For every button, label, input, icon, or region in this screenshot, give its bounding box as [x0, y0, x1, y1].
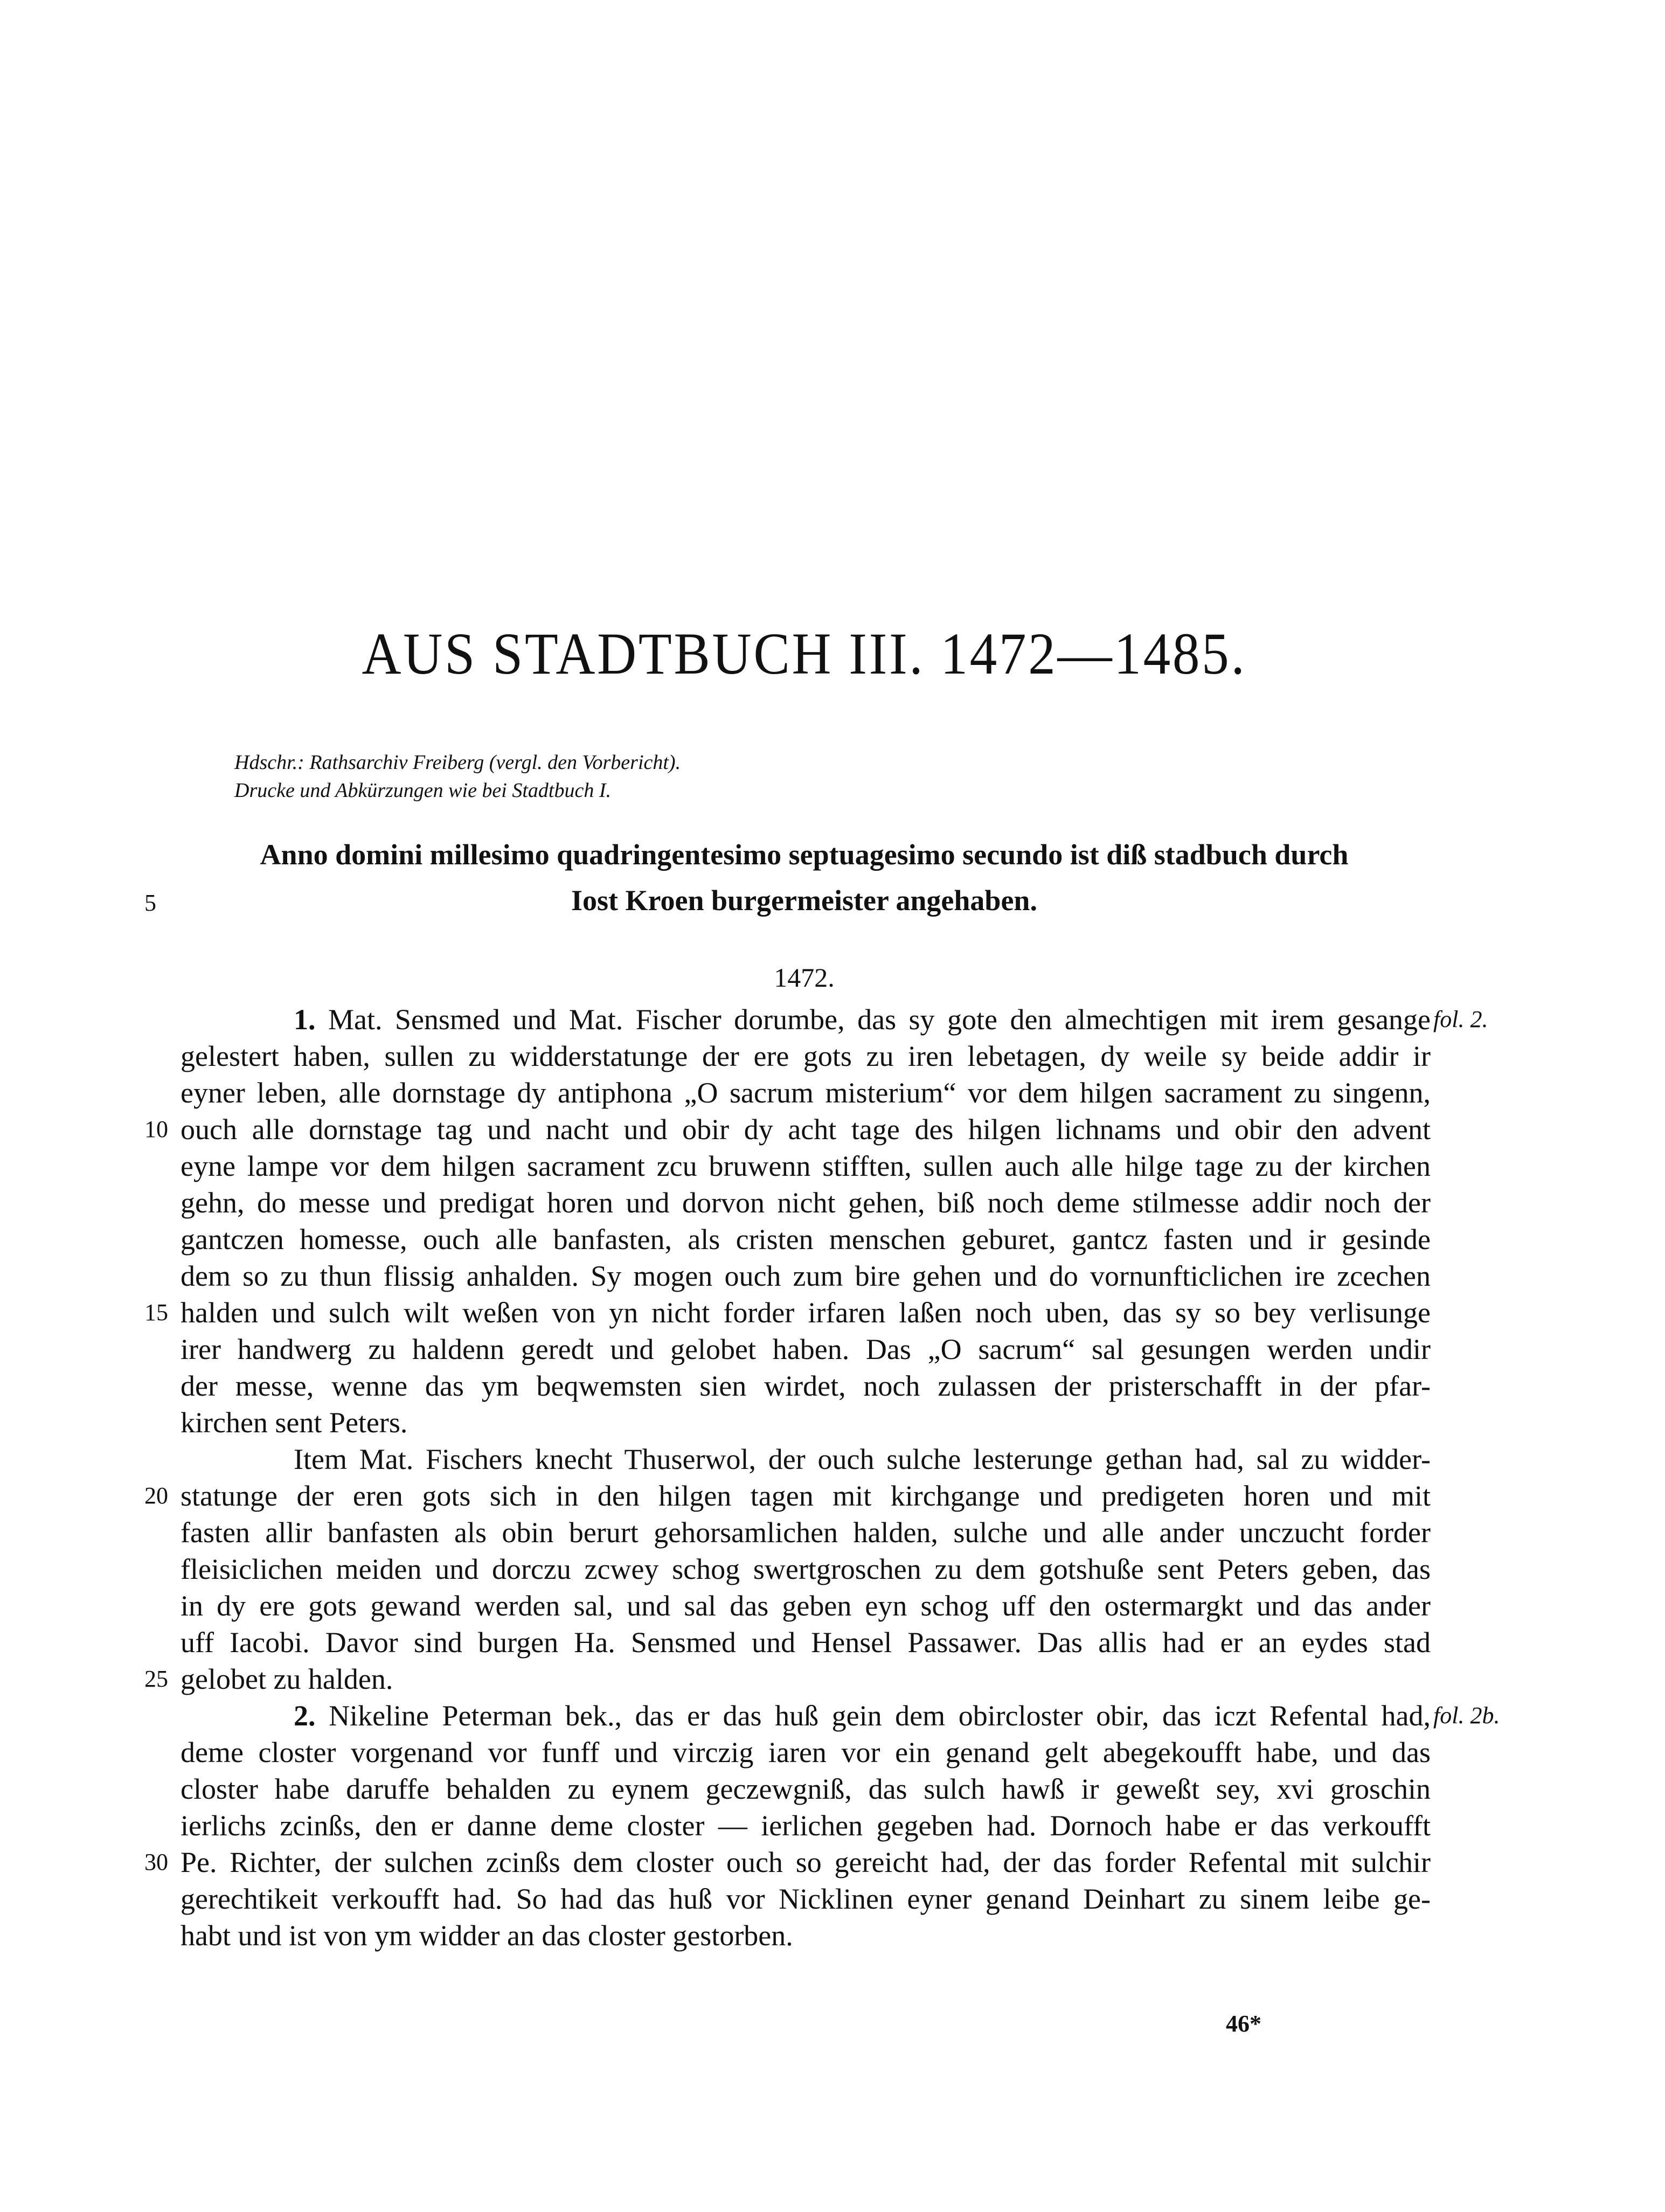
text-line: closter habe daruffe behalden zu eynem geczewgniß, das sulch hawß ir geweßt sey, xvi groschin [181, 1773, 1431, 1805]
section-heading: Iost Kroen burgermeister angehaben. [571, 884, 1037, 917]
line-number: 30 [144, 1849, 168, 1875]
source-note: Hdschr.: Rathsarchiv Freiberg (vergl. den Vorbericht). [234, 751, 681, 774]
year-heading: 1472. [774, 962, 835, 993]
text-line: kirchen sent Peters. [181, 1406, 408, 1439]
text-line: Pe. Richter, der sulchen zcinßs dem closter ouch so gereicht had, der das forder Refental mit sulchir [181, 1846, 1431, 1878]
text-line: der messe, wenne das ym beqwemsten sien wirdet, noch zulassen der pristerschafft in der pfar- [181, 1370, 1431, 1402]
line-number: 25 [144, 1666, 168, 1692]
text-line: gehn, do messe und predigat horen und dorvon nicht gehen, biß noch deme stilmesse addir noch der [181, 1187, 1431, 1219]
text-line: habt und ist von ym widder an das closter gestorben. [181, 1919, 793, 1952]
line-number: 15 [144, 1299, 168, 1326]
line-number: 10 [144, 1116, 168, 1142]
entry-number: 2. [294, 1700, 316, 1732]
text-line: 1. Mat. Sensmed und Mat. Fischer dorumbe, das sy gote den almechtigen mit irem gesange [294, 1003, 1431, 1036]
text-line: fleisiclichen meiden und dorczu zcwey schog swertgroschen zu dem gotshuße sent Peters geben, das [181, 1553, 1431, 1585]
text-line: 2. Nikeline Peterman bek., das er das huß gein dem obircloster obir, das iczt Refental had, [294, 1700, 1431, 1732]
text-line: gantczen homesse, ouch alle banfasten, als cristen menschen geburet, gantcz fasten und ir gesinde [181, 1223, 1431, 1256]
source-note: Drucke und Abkürzungen wie bei Stadtbuch I. [234, 779, 611, 802]
text-line: statunge der eren gots sich in den hilgen tagen mit kirchgange und predigeten horen und mit [181, 1480, 1431, 1512]
text-line: halden und sulch wilt weßen von yn nicht forder irfaren laßen noch uben, das sy so bey verlisunge [181, 1296, 1431, 1329]
text-line: gelestert haben, sullen zu widderstatunge der ere gots zu iren lebetagen, dy weile sy beide addir ir [181, 1040, 1431, 1072]
page-signature: 46* [1226, 2010, 1261, 2037]
folio-reference: fol. 2b. [1433, 1702, 1500, 1729]
text-line: gelobet zu halden. [181, 1663, 393, 1695]
text-line: eyne lampe vor dem hilgen sacrament zcu bruwenn stifften, sullen auch alle hilge tage zu der kirchen [181, 1150, 1431, 1182]
text-line: fasten allir banfasten als obin berurt gehorsamlichen halden, sulche und alle ander unczucht forder [181, 1516, 1431, 1549]
text-line: dem so zu thun flissig anhalden. Sy mogen ouch zum bire gehen und do vornunfticlichen ire zcechen [181, 1260, 1431, 1292]
section-heading: Anno domini millesimo quadringentesimo septuagesimo secundo ist diß stadbuch durch [260, 838, 1349, 871]
text-line: gerechtikeit verkoufft had. So had das huß vor Nicklinen eyner genand Deinhart zu sinem leibe ge- [181, 1883, 1431, 1915]
text-line: irer handwerg zu haldenn geredt und gelobet haben. Das „O sacrum“ sal gesungen werden undir [181, 1333, 1431, 1365]
line-number: 5 [144, 890, 156, 916]
line-number: 20 [144, 1482, 168, 1509]
text-line: in dy ere gots gewand werden sal, und sal das geben eyn schog uff den ostermargkt und das ander [181, 1590, 1431, 1622]
text-line: Item Mat. Fischers knecht Thuserwol, der ouch sulche lesterunge gethan had, sal zu widder- [294, 1443, 1431, 1475]
text-line: uff Iacobi. Davor sind burgen Ha. Sensmed und Hensel Passawer. Das allis had er an eydes stad [181, 1626, 1431, 1659]
text-line: eyner leben, alle dornstage dy antiphona „O sacrum misterium“ vor dem hilgen sacrament zu singenn, [181, 1077, 1431, 1109]
text-line: ouch alle dornstage tag und nacht und obir dy acht tage des hilgen lichnams und obir den advent [181, 1113, 1431, 1146]
page-title: AUS STADTBUCH III. 1472—1485. [362, 621, 1247, 687]
text-line: ierlichs zcinßs, den er danne deme closter — ierlichen gegeben had. Dornoch habe er das verkoufft [181, 1809, 1431, 1842]
entry-number: 1. [294, 1003, 316, 1036]
text-line: deme closter vorgenand vor funff und virczig iaren vor ein genand gelt abegekoufft habe, und das [181, 1736, 1431, 1769]
folio-reference: fol. 2. [1433, 1006, 1488, 1032]
